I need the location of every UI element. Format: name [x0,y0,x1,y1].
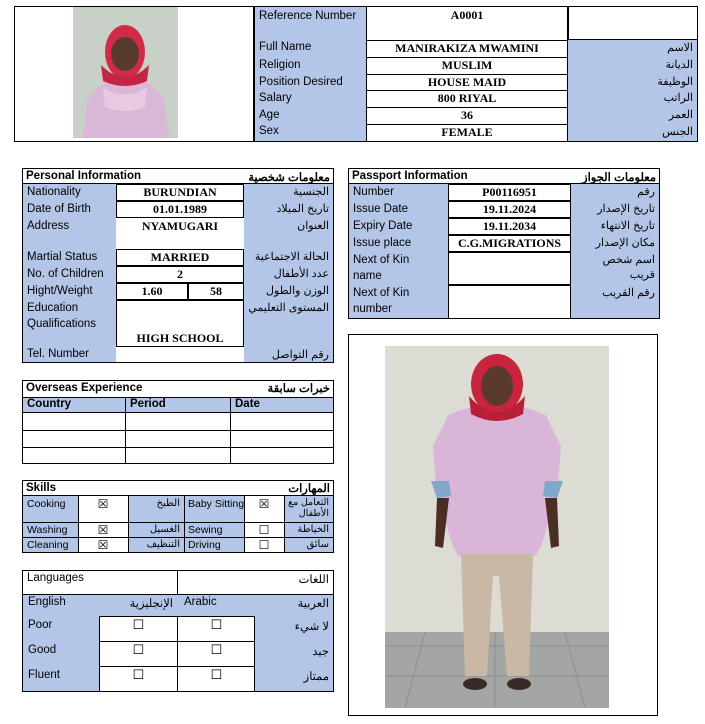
reference-number-value: A0001 [450,8,484,22]
arabic-good-checkbox[interactable]: ☐ [210,642,223,657]
height-weight-arabic: الوزن والطول [266,285,329,297]
skill-washing-arabic: الغسيل [149,524,180,535]
height-value: 1.60 [141,284,163,298]
reference-number-label: Reference Number [259,10,357,22]
overseas-row-divider [22,447,334,448]
dob-arabic: تاريخ الميلاد [276,203,329,215]
salary-arabic: الراتب [663,92,693,104]
language-level-good-arabic: جيد [312,646,329,658]
tel-label: Tel. Number [27,348,89,360]
skills-title-arabic: المهارات [288,483,330,495]
tel-arabic: رقم التواصل [271,349,329,361]
sex-value: FEMALE [441,125,493,139]
kin-name-arabic-line1: اسم شخص [602,254,655,266]
expiry-date-value: 19.11.2034 [482,219,537,233]
education-arabic: المستوى التعليمي [248,302,329,314]
language-level-good-label: Good [28,644,57,656]
overseas-row-divider [22,430,334,431]
weight-value: 58 [210,284,222,298]
religion-value: MUSLIM [441,58,493,72]
kin-name-box [448,252,571,285]
header-ref-arabic-cell [568,7,697,40]
address-label: Address [27,220,70,232]
skills-row-divider [22,522,334,523]
age-arabic: العمر [668,109,693,121]
overseas-title-arabic: خبرات سابقة [267,383,330,395]
language-level-fluent-arabic: ممتاز [303,671,329,683]
height-weight-label: Hight/Weight [27,285,93,297]
full-body-photo [385,346,609,708]
marital-arabic: الحالة الاجتماعية [254,251,329,263]
position-value: HOUSE MAID [427,75,507,89]
salary-value: 800 RIYAL [437,91,497,105]
marital-value: MARRIED [150,250,210,264]
skill-baby-sitting-label: Baby Sitting [188,498,245,510]
language-english-label: English [28,596,66,608]
personal-info-title: Personal Information [26,170,142,182]
english-fluent-checkbox[interactable]: ☐ [132,667,145,682]
kin-number-arabic: رقم القريب [602,287,655,299]
kin-number-label-line1: Next of Kin [353,287,410,299]
kin-name-label-line1: Next of Kin [353,254,410,266]
language-level-poor-arabic: لا شيء [294,621,329,633]
overseas-title: Overseas Experience [26,382,143,394]
address-value: NYAMUGARI [141,219,219,233]
full-name-arabic: الاسم [667,42,693,54]
position-label: Position Desired [259,76,343,88]
expiry-date-arabic: تاريخ الانتهاء [600,220,655,232]
issue-date-label: Issue Date [353,203,408,215]
full-name-label: Full Name [259,41,312,53]
children-arabic: عدد الأطفال [273,268,329,280]
marital-label: Martial Status [27,251,98,263]
english-poor-checkbox[interactable]: ☐ [132,617,145,632]
education-label: Education [27,302,79,314]
kin-name-arabic-line2: قريب [629,269,655,281]
salary-label: Salary [259,92,292,104]
passport-info-title: Passport Information [352,170,468,182]
age-label: Age [259,109,280,121]
sex-label: Sex [259,125,279,137]
skill-driving-arabic: سائق [306,539,329,550]
nationality-arabic: الجنسية [293,186,329,198]
kin-number-label-line2: number [353,303,392,315]
language-level-poor-label: Poor [28,619,53,631]
issue-place-label: Issue place [353,237,412,249]
skill-washing-label: Washing [27,524,68,536]
overseas-col-country: Country [27,398,72,410]
skill-cleaning-checkbox[interactable]: ☒ [97,538,109,552]
language-english-arabic: الإنجليزية [129,598,173,610]
arabic-poor-checkbox[interactable]: ☐ [210,617,223,632]
skill-cooking-label: Cooking [27,498,66,510]
skill-sewing-label: Sewing [188,524,223,536]
passport-number-arabic: رقم [637,186,655,198]
arabic-fluent-checkbox[interactable]: ☐ [210,667,223,682]
skills-row-divider [22,537,334,538]
dob-value: 01.01.1989 [153,202,207,216]
headshot-photo [73,7,178,138]
full-name-value: MANIRAKIZA MWAMINI [395,41,539,55]
religion-label: Religion [259,59,301,71]
skill-cooking-arabic: الطبخ [156,498,180,509]
skill-cleaning-label: Cleaning [27,539,69,551]
skills-header-divider [22,495,334,496]
passport-number-value: P00116951 [482,185,537,199]
personal-info-title-arabic: معلومات شخصية [248,172,330,184]
skill-sewing-checkbox[interactable]: ☐ [258,523,270,537]
skill-driving-checkbox[interactable]: ☐ [258,538,270,552]
skill-cooking-checkbox[interactable]: ☒ [97,497,109,511]
languages-title: Languages [27,572,84,584]
overseas-col-period: Period [130,398,166,410]
skill-baby-sitting-checkbox[interactable]: ☒ [258,497,270,511]
kin-number-box [448,285,571,319]
language-arabic-label: Arabic [184,596,217,608]
skill-baby-sitting-arabic-line1: التعامل مع [288,497,329,508]
dob-label: Date of Birth [27,203,91,215]
nationality-value: BURUNDIAN [143,185,217,199]
issue-place-arabic: مكان الإصدار [595,237,655,249]
issue-place-value: C.G.MIGRATIONS [457,236,562,250]
skill-cleaning-arabic: التنظيف [146,539,180,550]
skills-title: Skills [26,482,57,494]
issue-date-value: 19.11.2024 [482,202,537,216]
kin-name-label-line2: name [353,270,382,282]
children-label: No. of Children [27,268,104,280]
address-arabic: العنوان [297,220,329,232]
qualifications-label: Qualifications [27,318,97,330]
passport-info-title-arabic: معلومات الجواز [582,172,656,184]
age-value: 36 [461,108,473,122]
education-value: HIGH SCHOOL [136,331,224,345]
skill-baby-sitting-arabic-line2: الأطفال [298,508,329,519]
sex-arabic: الجنس [662,126,693,138]
expiry-date-label: Expiry Date [353,220,413,232]
skill-washing-checkbox[interactable]: ☒ [97,523,109,537]
children-value: 2 [177,267,183,281]
nationality-label: Nationality [27,186,81,198]
issue-date-arabic: تاريخ الإصدار [597,203,655,215]
position-arabic: الوظيفة [657,76,693,88]
languages-title-arabic: اللغات [298,574,329,586]
english-good-checkbox[interactable]: ☐ [132,642,145,657]
language-arabic-arabic: العربية [297,598,329,610]
skill-driving-label: Driving [188,539,221,551]
skill-sewing-arabic: الخياطة [297,524,329,535]
passport-number-label: Number [353,186,394,198]
overseas-col-date: Date [235,398,260,410]
religion-arabic: الديانة [665,59,693,71]
language-level-fluent-label: Fluent [28,669,60,681]
